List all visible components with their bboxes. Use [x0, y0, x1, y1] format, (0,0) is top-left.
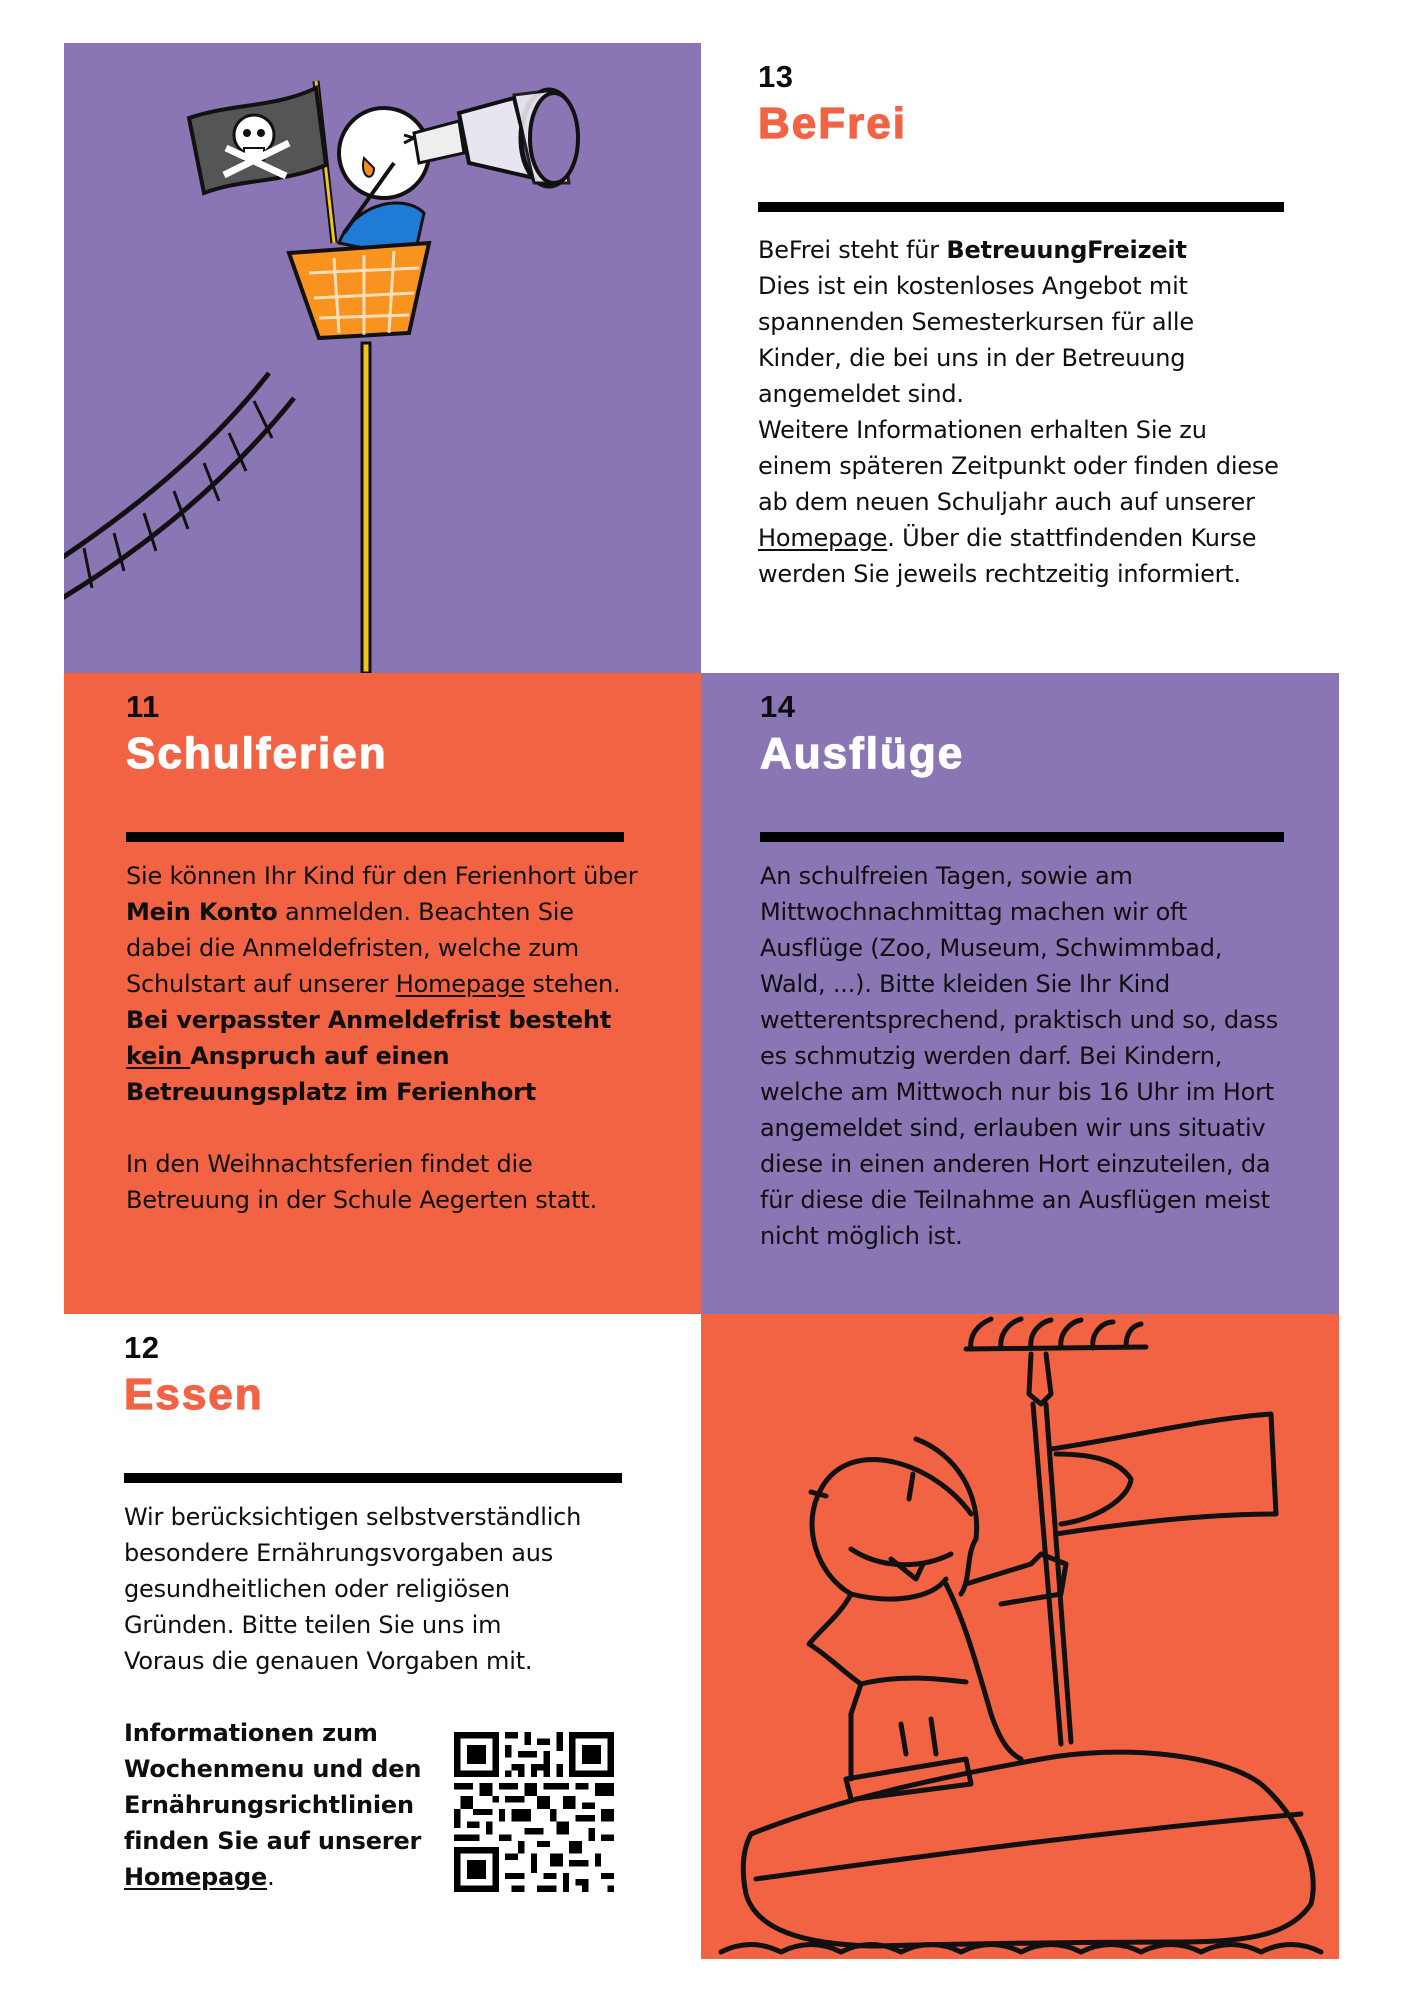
info-bold: Informationen zum Wochenmenu und den Ernährungsrichtlinien finden Sie auf unserer	[124, 1719, 422, 1855]
info-text	[124, 1715, 434, 1895]
section-body: Wir berücksichtigen selbstverständlich besondere Ernährungsvorgaben aus gesundheitlichen oder religiösen Gründen. Bitte teilen Sie uns im Voraus die genauen Vorgaben mit.	[124, 1503, 582, 1675]
intro-bold: BetreuungFreizeit	[946, 236, 1187, 264]
section-number: 11	[126, 689, 160, 724]
paragraph: stehen.	[524, 970, 621, 998]
homepage-link[interactable]: Homepage	[395, 970, 525, 998]
info-suffix: .	[267, 1863, 275, 1891]
section-number: 12	[124, 1330, 160, 1365]
divider	[758, 202, 1284, 212]
warning-underline: kein	[126, 1042, 191, 1070]
homepage-link[interactable]: Homepage	[124, 1863, 268, 1891]
section-title: Ausflüge	[760, 729, 965, 778]
paragraph: Sie können Ihr Kind für den Ferienhort über	[126, 862, 638, 890]
mein-konto-bold: Mein Konto	[126, 898, 278, 926]
section-number: 14	[760, 689, 796, 724]
qr-code-icon	[454, 1732, 614, 1892]
warning-bold	[126, 1006, 611, 1106]
paragraph: Weitere Informationen erhalten Sie zu einem späteren Zeitpunkt oder finden diese ab dem neuen Schuljahr auch auf unserer	[758, 416, 1279, 516]
paragraph: anmelden. Beachten Sie dabei die Anmeldefristen, welche zum Schulstart auf unserer	[126, 898, 579, 998]
child-in-boat-illustration	[701, 1314, 1339, 1959]
divider	[126, 832, 624, 842]
section-body: An schulfreien Tagen, sowie am Mittwochnachmittag machen wir oft Ausflüge (Zoo, Museum, Schwimmbad, Wald, ...). Bitte kleiden Sie Ihr Kind wetterentsprechend, praktisch und so, dass es schmutzig werden darf. Bei Kindern, welche am Mittwoch nur bis 16 Uhr im Hort angemeldet sind, erlauben wir uns situativ diese in einen anderen Hort einzuteilen, da für diese die Teilnahme an Ausflügen meist nicht möglich ist.	[760, 862, 1279, 1250]
section-title: BeFrei	[758, 99, 907, 148]
homepage-link[interactable]: Homepage	[758, 524, 888, 552]
pirate-lookout-illustration	[64, 43, 701, 673]
warning-text: Anspruch auf einen Betreuungsplatz im Ferienhort	[126, 1042, 537, 1106]
divider	[124, 1473, 622, 1483]
lookout-illustration-panel	[64, 43, 701, 673]
section-essen	[64, 1314, 701, 1959]
paragraph: In den Weihnachtsferien findet die Betreuung in der Schule Aegerten statt.	[126, 1150, 598, 1214]
section-body	[126, 858, 646, 1218]
intro-text: BeFrei steht für	[758, 236, 947, 264]
section-body	[758, 232, 1284, 592]
boat-illustration-panel	[701, 1314, 1339, 1959]
section-title: Schulferien	[126, 729, 388, 778]
qr-code[interactable]	[454, 1732, 614, 1892]
paragraph: . Über die stattfindenden Kurse werden Sie jeweils rechtzeitig informiert.	[758, 524, 1257, 588]
pirate-lookout-icon	[64, 43, 701, 673]
warning-text: Bei verpasster Anmeldefrist besteht	[126, 1006, 612, 1034]
section-number: 13	[758, 59, 794, 94]
section-title: Essen	[124, 1370, 264, 1419]
section-ausfluege	[701, 673, 1339, 1314]
section-befrei	[701, 43, 1339, 673]
child-boat-icon	[701, 1314, 1339, 1959]
section-schulferien	[64, 673, 701, 1314]
divider	[760, 832, 1284, 842]
paragraph: Dies ist ein kostenloses Angebot mit spannenden Semesterkursen für alle Kinder, die bei uns in der Betreuung angemeldet sind.	[758, 272, 1194, 408]
